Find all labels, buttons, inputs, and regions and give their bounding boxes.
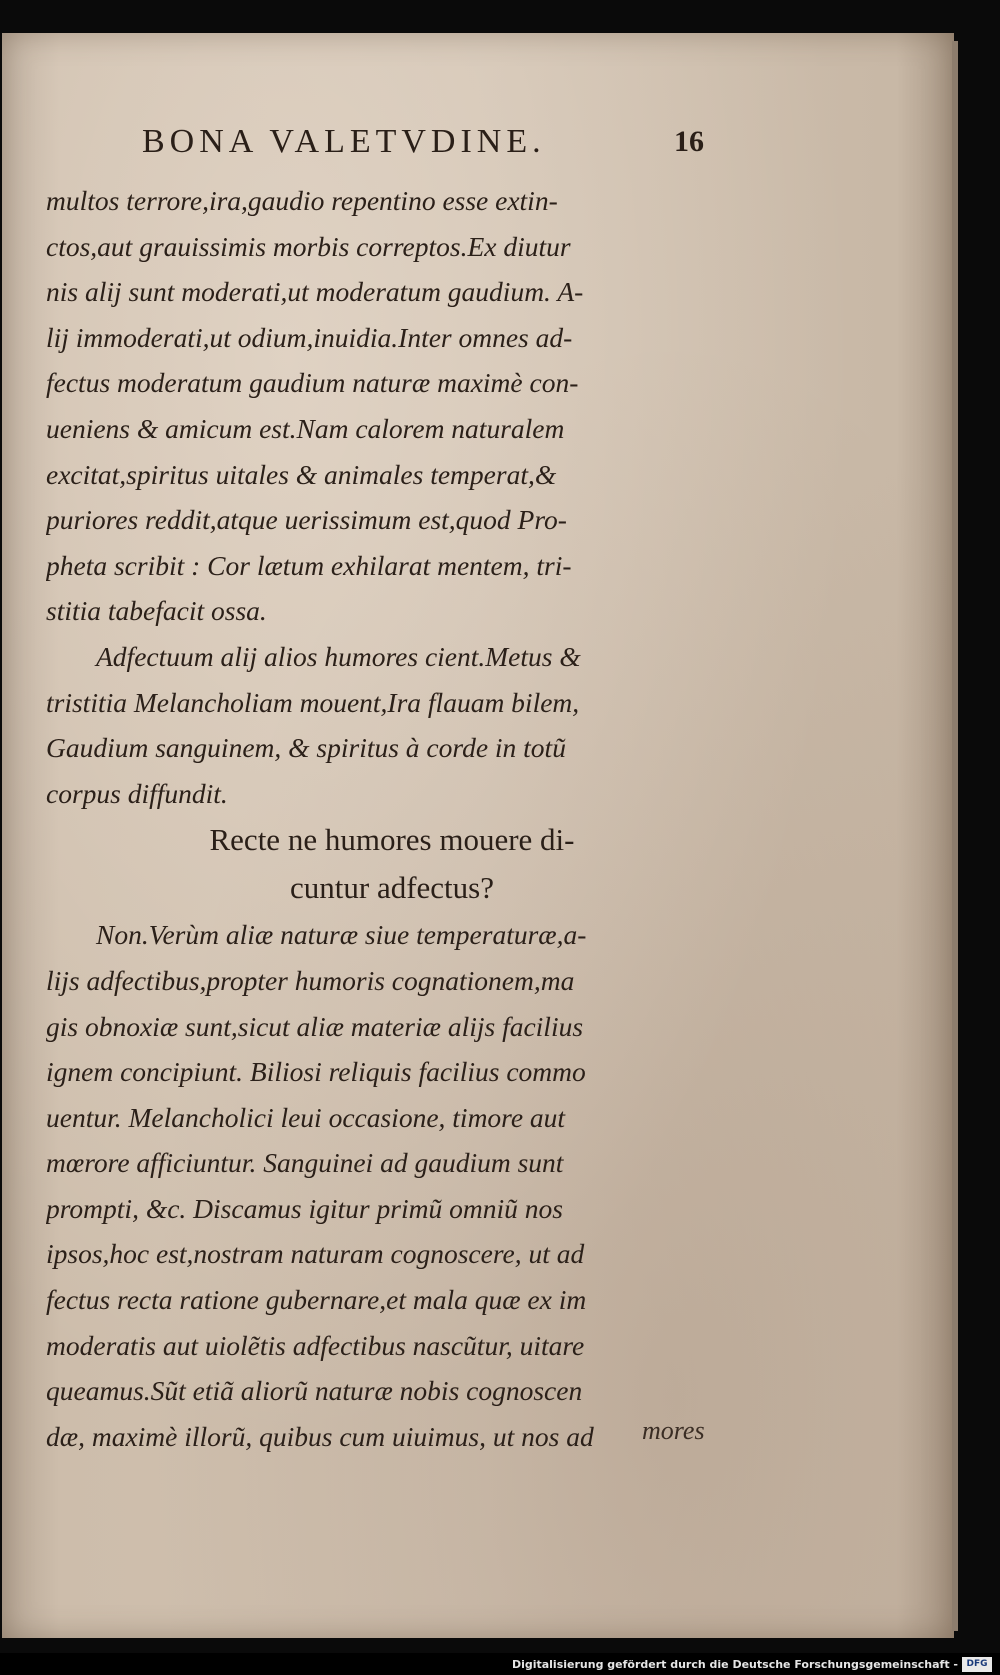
text-line: ctos,aut grauissimis morbis correptos.Ex diutur [46,230,571,262]
text-line: nis alij sunt moderati,ut moderatum gaudium. A- [46,276,584,308]
book-page [2,33,954,1638]
text-line: corpus diffundit. [46,777,228,809]
text-line: Non.Verùm aliæ naturæ siue temperaturæ,a- [96,919,587,951]
text-line: stitia tabefacit ossa. [46,595,267,627]
text-line: tristitia Melancholiam mouent,Ira flauam bilem, [46,686,580,718]
running-head: BONA VALETVDINE. [142,123,546,160]
footer-bar [0,1653,1000,1675]
dfg-logo-icon: DFG [962,1657,992,1672]
text-line: mœrore afficiuntur. Sanguinei ad gaudium sunt [46,1147,564,1179]
paragraph-block-1 [46,178,738,816]
heading-line: Recte ne humores mouere di- [209,822,575,858]
paragraph-block-2 [46,912,738,1459]
body-text [46,178,738,1459]
text-line: multos terrore,ira,gaudio repentino esse extin- [46,185,558,216]
catchword: mores [642,1416,705,1445]
heading-line: cuntur adfectus? [290,870,494,906]
text-line: ueniens & amicum est.Nam calorem naturalem [46,412,565,444]
text-line: queamus.Sũt etiã aliorũ naturæ nobis cognoscen [46,1375,583,1407]
section-heading [46,816,738,912]
page-edge [952,41,958,1631]
text-line: gis obnoxiæ sunt,sicut aliæ materiæ alijs facilius [46,1010,584,1042]
text-line: ipsos,hoc est,nostram naturam cognoscere, ut ad [46,1238,585,1270]
text-line: lijs adfectibus,propter humoris cognationem,ma [46,964,575,996]
text-line: prompti, &c. Discamus igitur primũ omniũ nos [46,1192,563,1224]
text-line: fectus recta ratione gubernare,et mala quæ ex im [46,1284,587,1316]
funding-credit: Digitalisierung gefördert durch die Deutsche Forschungsgemeinschaft - [511,1658,958,1671]
text-line: Adfectuum alij alios humores cient.Metus & [96,640,581,672]
text-line: puriores reddit,atque uerissimum est,quod Pro- [46,504,567,536]
text-line: pheta scribit : Cor lætum exhilarat mentem, tri- [46,549,572,581]
text-line: moderatis aut uiolẽtis adfectibus nascũtur, uitare [46,1329,585,1361]
text-line: lij immoderati,ut odium,inuidia.Inter omnes ad- [46,321,573,353]
text-line: uentur. Melancholici leui occasione, timore aut [46,1101,566,1133]
text-line: dæ, maximè illorũ, quibus cum uiuimus, ut nos ad [46,1420,594,1452]
text-line: Gaudium sanguinem, & spiritus à corde in totũ [46,732,566,764]
text-line: fectus moderatum gaudium naturæ maximè con- [46,367,579,399]
text-line: ignem concipiunt. Biliosi reliquis facilius commo [46,1056,586,1088]
page-number: 16 [674,125,704,158]
text-line: excitat,spiritus uitales & animales temperat,& [46,458,557,490]
